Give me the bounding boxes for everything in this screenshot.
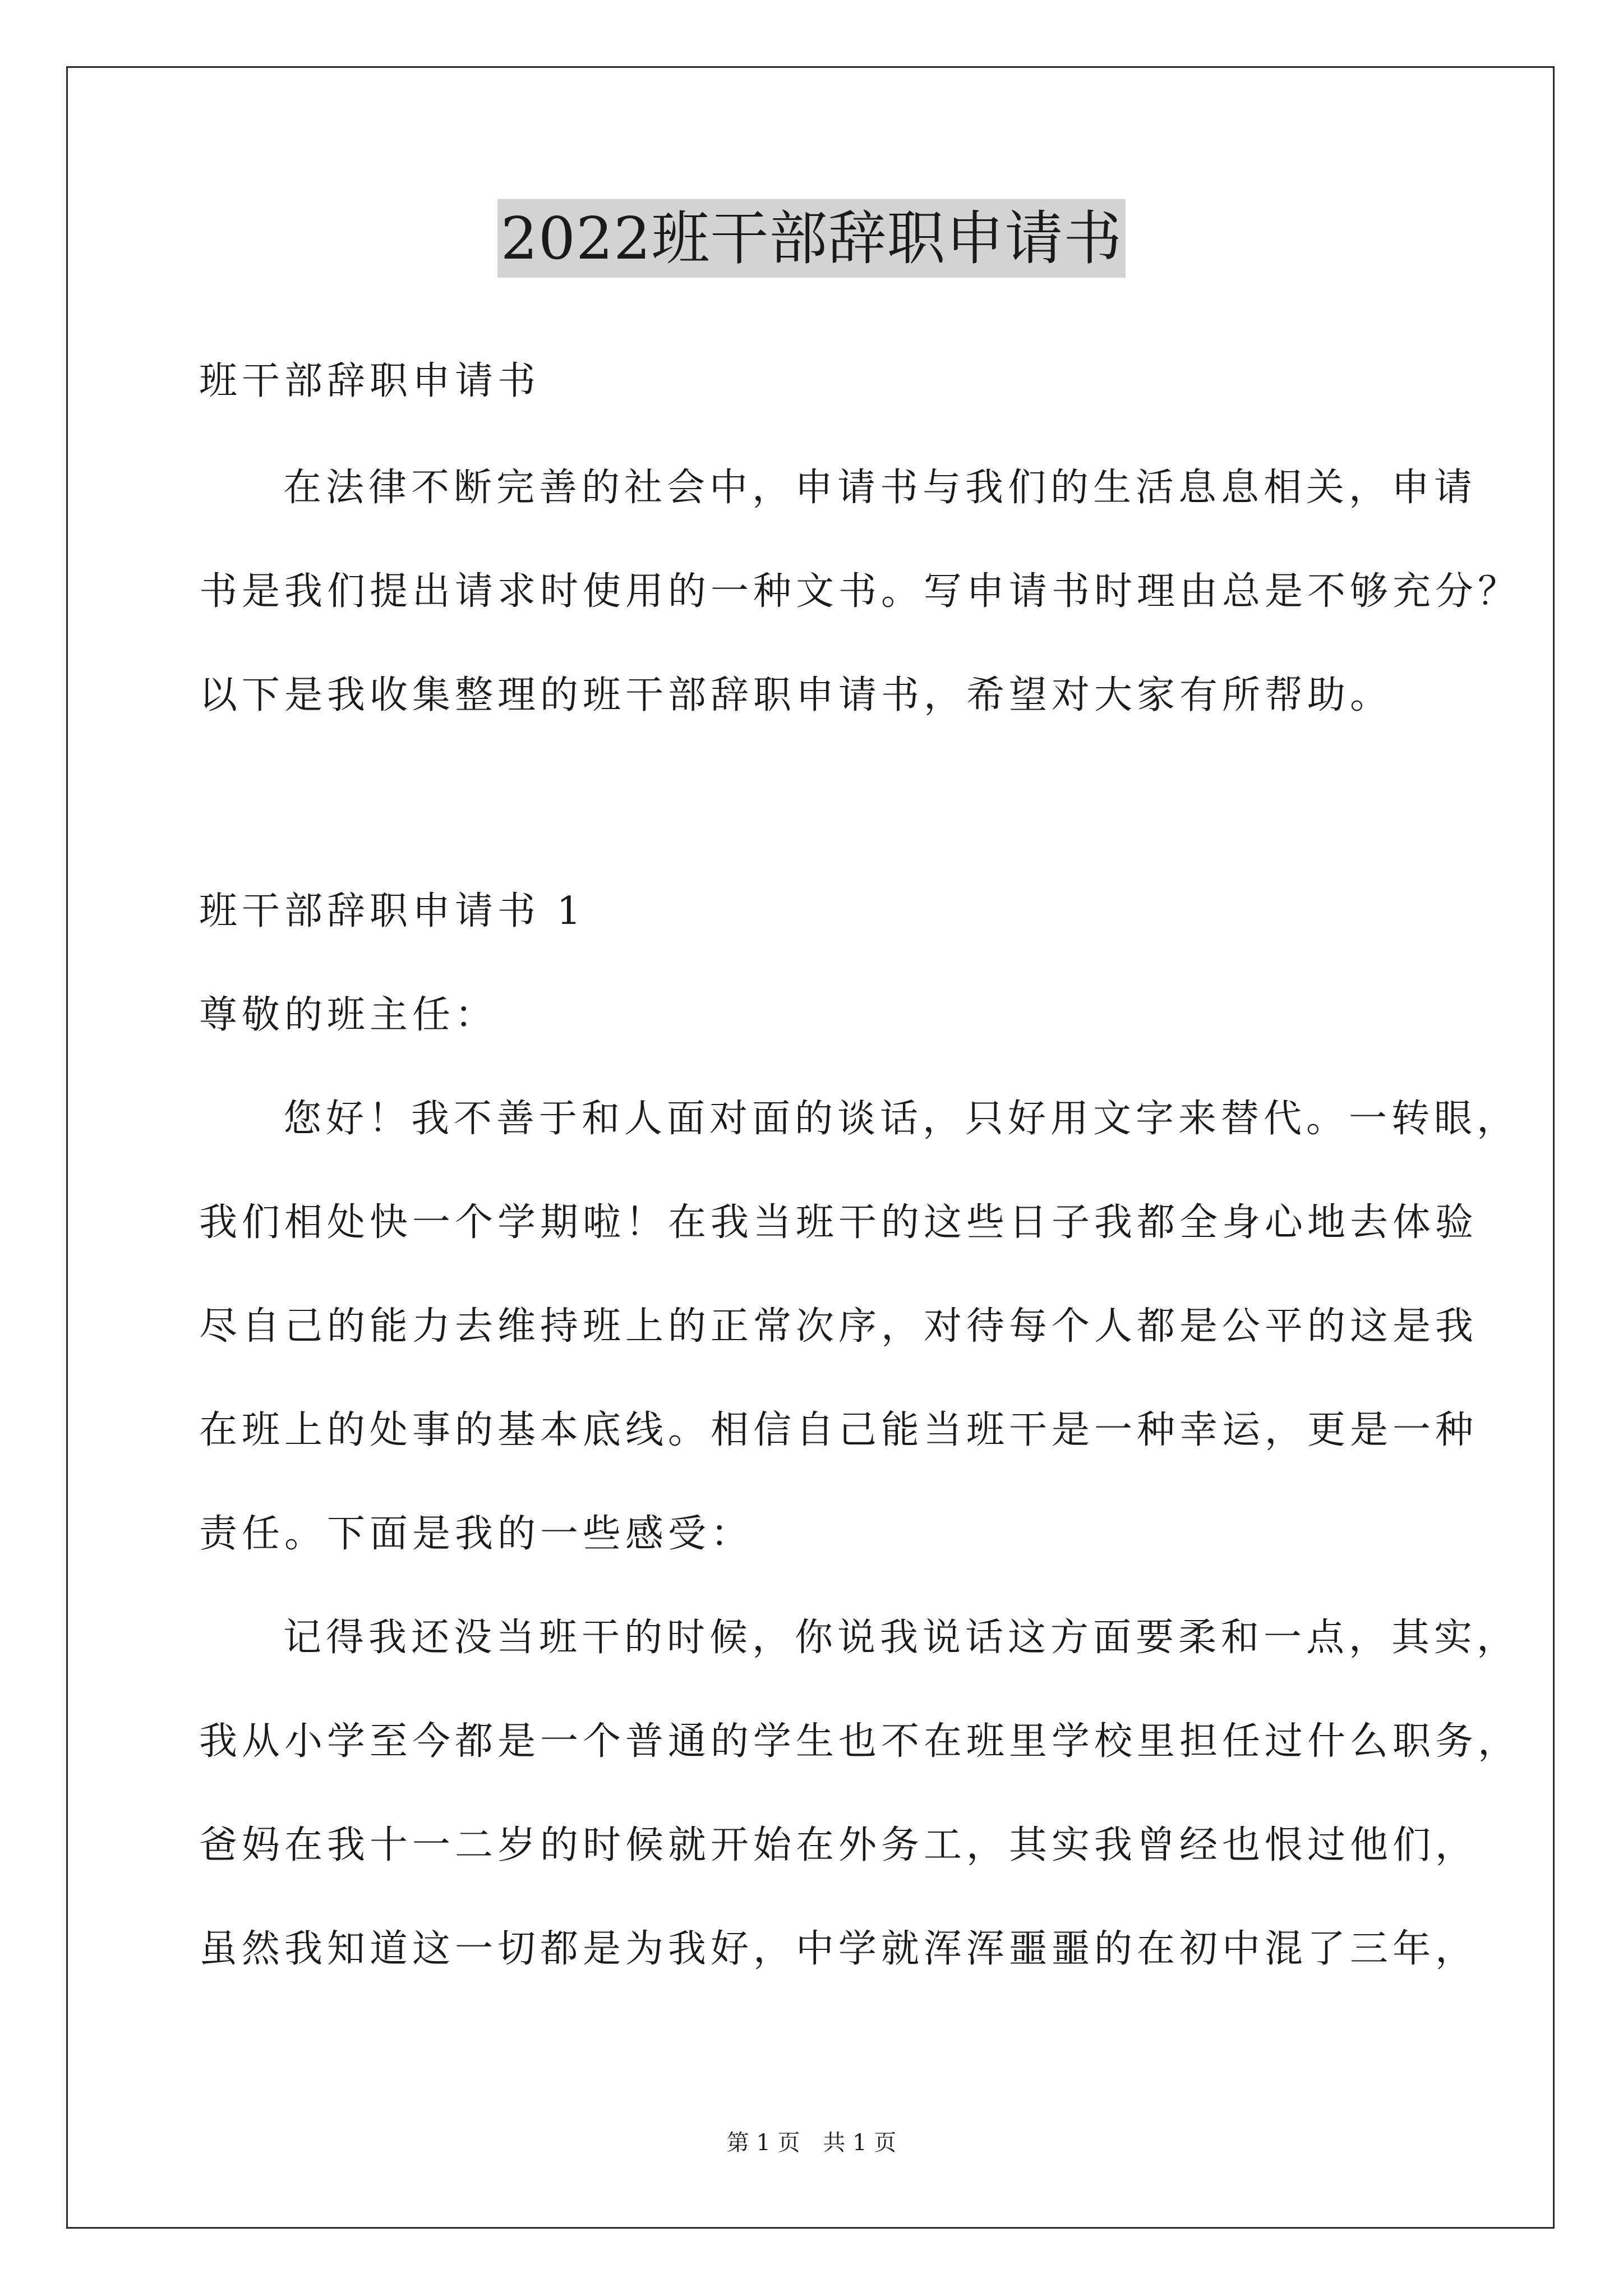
body-line: 虽然我知道这一切都是为我好，中学就浑浑噩噩的在初中混了三年， bbox=[199, 1927, 1478, 1971]
title-container bbox=[0, 199, 1623, 278]
subtitle-line: 班干部辞职申请书 bbox=[199, 359, 541, 403]
page-footer bbox=[0, 2126, 1623, 2160]
body-line: 记得我还没当班干的时候，你说我说话这方面要柔和一点，其实， bbox=[283, 1616, 1520, 1660]
body-line: 责任。下面是我的一些感受： bbox=[199, 1512, 754, 1556]
body-line: 您好！我不善于和人面对面的谈话，只好用文字来替代。一转眼， bbox=[283, 1097, 1520, 1141]
page-total: 共 1 页 bbox=[823, 2130, 897, 2156]
body-line: 我们相处快一个学期啦！在我当班干的这些日子我都全身心地去体验 bbox=[199, 1200, 1478, 1245]
body-line: 爸妈在我十一二岁的时候就开始在外务工，其实我曾经也恨过他们， bbox=[199, 1823, 1478, 1867]
body-line: 在班上的处事的基本底线。相信自己能当班干是一种幸运，更是一种 bbox=[199, 1408, 1478, 1452]
body-line: 书是我们提出请求时使用的一种文书。写申请书时理由总是不够充分？ bbox=[199, 569, 1521, 614]
document-title: 2022班干部辞职申请书 bbox=[497, 199, 1126, 278]
page-number: 第 1 页 bbox=[726, 2130, 800, 2156]
body-line: 尽自己的能力去维持班上的正常次序，对待每个人都是公平的这是我 bbox=[199, 1304, 1478, 1349]
body-line: 我从小学至今都是一个普通的学生也不在班里学校里担任过什么职务， bbox=[199, 1719, 1521, 1764]
body-line: 在法律不断完善的社会中，申请书与我们的生活息息相关，申请 bbox=[283, 466, 1477, 510]
body-line: 以下是我收集整理的班干部辞职申请书，希望对大家有所帮助。 bbox=[199, 673, 1393, 717]
section-heading: 班干部辞职申请书 1 bbox=[199, 889, 585, 933]
salutation: 尊敬的班主任： bbox=[199, 993, 498, 1037]
